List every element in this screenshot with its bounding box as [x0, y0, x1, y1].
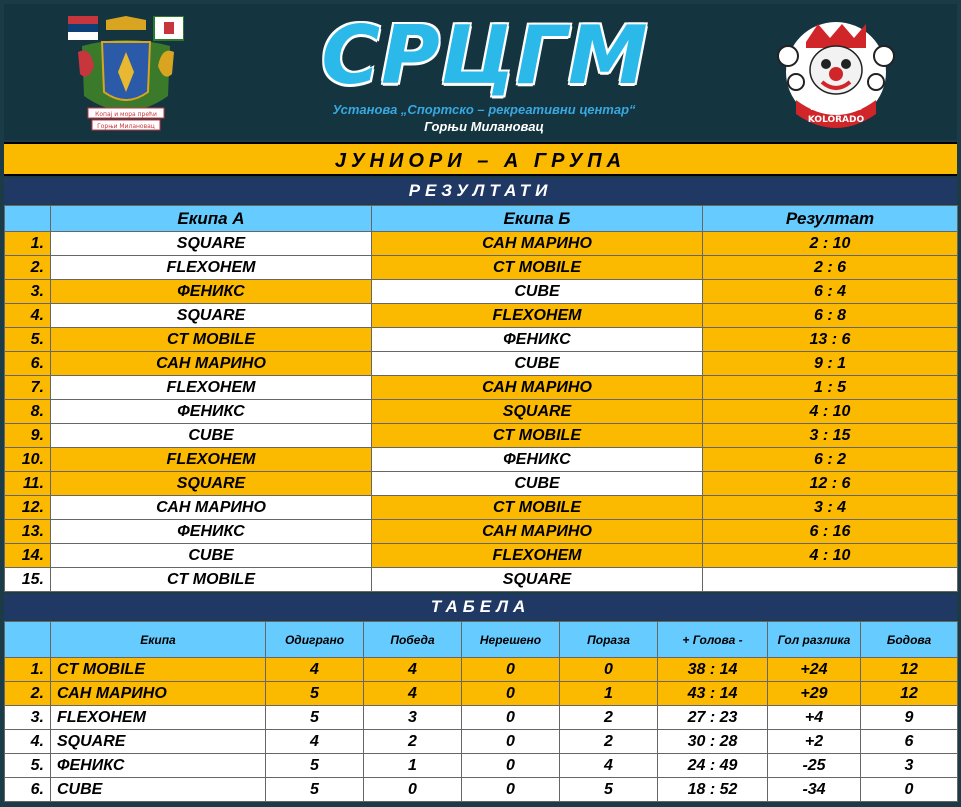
standings-won: 1 [364, 754, 462, 778]
result-team-b: FLEXOНЕМ [372, 304, 703, 328]
standings-goals: 30 : 28 [658, 730, 768, 754]
crest-motto: Копај и мора прећи [95, 111, 157, 118]
standings-points: 12 [861, 682, 958, 706]
standings-won: 4 [364, 682, 462, 706]
standings-row [5, 658, 958, 682]
result-team-b: CT MOBILE [372, 496, 703, 520]
result-team-a: FLEXOНЕМ [51, 376, 372, 400]
standings-draw: 0 [462, 658, 560, 682]
standings-draw: 0 [462, 754, 560, 778]
standings-num: 1. [5, 658, 51, 682]
standings-header-diff: Гол разлика [768, 622, 861, 658]
result-num: 2. [5, 256, 51, 280]
results-table [4, 205, 958, 592]
result-score: 1 : 5 [703, 376, 958, 400]
result-score: 9 : 1 [703, 352, 958, 376]
result-score: 6 : 2 [703, 448, 958, 472]
result-team-a: ФЕНИКС [51, 520, 372, 544]
result-team-a: CUBE [51, 544, 372, 568]
result-num: 14. [5, 544, 51, 568]
standings-num: 5. [5, 754, 51, 778]
standings-num: 3. [5, 706, 51, 730]
result-num: 6. [5, 352, 51, 376]
standings-diff: +29 [768, 682, 861, 706]
standings-played: 5 [266, 778, 364, 802]
standings-row [5, 706, 958, 730]
result-row [5, 400, 958, 424]
club-name: METALAC [809, 102, 863, 113]
standings-won: 4 [364, 658, 462, 682]
result-score: 6 : 8 [703, 304, 958, 328]
brand-city: Горњи Милановац [424, 119, 544, 134]
result-num: 11. [5, 472, 51, 496]
standings-lost: 1 [560, 682, 658, 706]
result-team-a: CT MOBILE [51, 568, 372, 592]
standings-lost: 0 [560, 658, 658, 682]
standings-row [5, 730, 958, 754]
result-row [5, 424, 958, 448]
result-team-b: ФЕНИКС [372, 328, 703, 352]
standings-team: CUBE [51, 778, 266, 802]
standings-draw: 0 [462, 682, 560, 706]
result-row [5, 448, 958, 472]
standings-row [5, 778, 958, 802]
club-logo-icon [766, 18, 906, 132]
result-row [5, 568, 958, 592]
standings-goals: 24 : 49 [658, 754, 768, 778]
standings-won: 2 [364, 730, 462, 754]
standings-played: 5 [266, 682, 364, 706]
result-num: 5. [5, 328, 51, 352]
standings-row [5, 754, 958, 778]
standings-lost: 4 [560, 754, 658, 778]
standings-played: 4 [266, 658, 364, 682]
crest-city: Горњи Милановац [97, 123, 155, 130]
result-score [703, 568, 958, 592]
standings-points: 12 [861, 658, 958, 682]
result-score: 12 : 6 [703, 472, 958, 496]
result-team-a: САН МАРИНО [51, 352, 372, 376]
result-row [5, 472, 958, 496]
standings-lost: 2 [560, 730, 658, 754]
club-name-2: KOLORADO [807, 115, 865, 125]
result-score: 2 : 10 [703, 232, 958, 256]
standings-lost: 5 [560, 778, 658, 802]
result-num: 10. [5, 448, 51, 472]
standings-diff: -34 [768, 778, 861, 802]
result-num: 7. [5, 376, 51, 400]
result-team-a: SQUARE [51, 232, 372, 256]
standings-num: 2. [5, 682, 51, 706]
standings-header-team: Екипа [51, 622, 266, 658]
result-team-a: ФЕНИКС [51, 280, 372, 304]
standings-header-num [5, 622, 51, 658]
result-num: 4. [5, 304, 51, 328]
result-score: 4 : 10 [703, 544, 958, 568]
city-crest-icon [68, 16, 184, 134]
standings-diff: +2 [768, 730, 861, 754]
standings-section-title: ТАБЕЛА [4, 594, 957, 620]
standings-num: 4. [5, 730, 51, 754]
standings-team: CT MOBILE [51, 658, 266, 682]
result-team-b: ФЕНИКС [372, 448, 703, 472]
result-row [5, 328, 958, 352]
standings-played: 5 [266, 754, 364, 778]
result-team-a: CT MOBILE [51, 328, 372, 352]
result-team-a: SQUARE [51, 472, 372, 496]
standings-draw: 0 [462, 730, 560, 754]
results-header-team-b: Екипа Б [372, 206, 703, 232]
standings-team: FLEXOНЕМ [51, 706, 266, 730]
header-banner [4, 4, 957, 140]
standings-header-played: Одиграно [266, 622, 364, 658]
result-row [5, 520, 958, 544]
standings-goals: 38 : 14 [658, 658, 768, 682]
standings-header-row [5, 622, 958, 658]
result-num: 9. [5, 424, 51, 448]
result-row [5, 304, 958, 328]
standings-won: 3 [364, 706, 462, 730]
standings-header-goals: + Голова - [658, 622, 768, 658]
result-team-b: CT MOBILE [372, 424, 703, 448]
standings-draw: 0 [462, 706, 560, 730]
result-row [5, 280, 958, 304]
result-num: 12. [5, 496, 51, 520]
standings-header-won: Победа [364, 622, 462, 658]
result-team-b: CT MOBILE [372, 256, 703, 280]
result-team-a: FLEXOНЕМ [51, 256, 372, 280]
results-header-num [5, 206, 51, 232]
result-team-b: SQUARE [372, 400, 703, 424]
standings-won: 0 [364, 778, 462, 802]
result-row [5, 496, 958, 520]
standings-points: 0 [861, 778, 958, 802]
result-num: 15. [5, 568, 51, 592]
result-row [5, 232, 958, 256]
standings-played: 4 [266, 730, 364, 754]
result-score: 3 : 15 [703, 424, 958, 448]
result-score: 6 : 4 [703, 280, 958, 304]
result-team-b: FLEXOНЕМ [372, 544, 703, 568]
result-team-a: FLEXOНЕМ [51, 448, 372, 472]
results-section-title: РЕЗУЛТАТИ [4, 178, 957, 204]
page-title: ЈУНИОРИ – А ГРУПА [4, 142, 957, 176]
standings-points: 9 [861, 706, 958, 730]
standings-diff: +24 [768, 658, 861, 682]
result-score: 4 : 10 [703, 400, 958, 424]
standings-points: 6 [861, 730, 958, 754]
result-score: 13 : 6 [703, 328, 958, 352]
results-header-row [5, 206, 958, 232]
result-team-a: САН МАРИНО [51, 496, 372, 520]
standings-team: САН МАРИНО [51, 682, 266, 706]
brand-subtitle: Установа „Спортско – рекреативни центар“ [332, 102, 636, 117]
result-team-b: САН МАРИНО [372, 232, 703, 256]
standings-goals: 43 : 14 [658, 682, 768, 706]
result-row [5, 352, 958, 376]
standings-team: SQUARE [51, 730, 266, 754]
standings-diff: -25 [768, 754, 861, 778]
result-team-a: SQUARE [51, 304, 372, 328]
standings-header-points: Бодова [861, 622, 958, 658]
brand-logo-text: СРЦГМ [321, 9, 649, 102]
result-team-b: САН МАРИНО [372, 376, 703, 400]
standings-points: 3 [861, 754, 958, 778]
standings-goals: 18 : 52 [658, 778, 768, 802]
result-row [5, 376, 958, 400]
result-row [5, 256, 958, 280]
standings-lost: 2 [560, 706, 658, 730]
standings-goals: 27 : 23 [658, 706, 768, 730]
result-num: 3. [5, 280, 51, 304]
result-row [5, 544, 958, 568]
standings-team: ФЕНИКС [51, 754, 266, 778]
standings-header-draw: Нерешено [462, 622, 560, 658]
standings-table [4, 621, 958, 802]
results-header-score: Резултат [703, 206, 958, 232]
results-header-team-a: Екипа А [51, 206, 372, 232]
result-num: 13. [5, 520, 51, 544]
brand-logo [320, 10, 650, 106]
result-team-a: ФЕНИКС [51, 400, 372, 424]
result-num: 8. [5, 400, 51, 424]
standings-row [5, 682, 958, 706]
result-num: 1. [5, 232, 51, 256]
standings-diff: +4 [768, 706, 861, 730]
result-score: 2 : 6 [703, 256, 958, 280]
result-score: 3 : 4 [703, 496, 958, 520]
result-score: 6 : 16 [703, 520, 958, 544]
standings-header-lost: Пораза [560, 622, 658, 658]
result-team-b: SQUARE [372, 568, 703, 592]
result-team-a: CUBE [51, 424, 372, 448]
result-team-b: САН МАРИНО [372, 520, 703, 544]
standings-num: 6. [5, 778, 51, 802]
standings-draw: 0 [462, 778, 560, 802]
standings-played: 5 [266, 706, 364, 730]
result-team-b: CUBE [372, 472, 703, 496]
result-team-b: CUBE [372, 280, 703, 304]
result-team-b: CUBE [372, 352, 703, 376]
